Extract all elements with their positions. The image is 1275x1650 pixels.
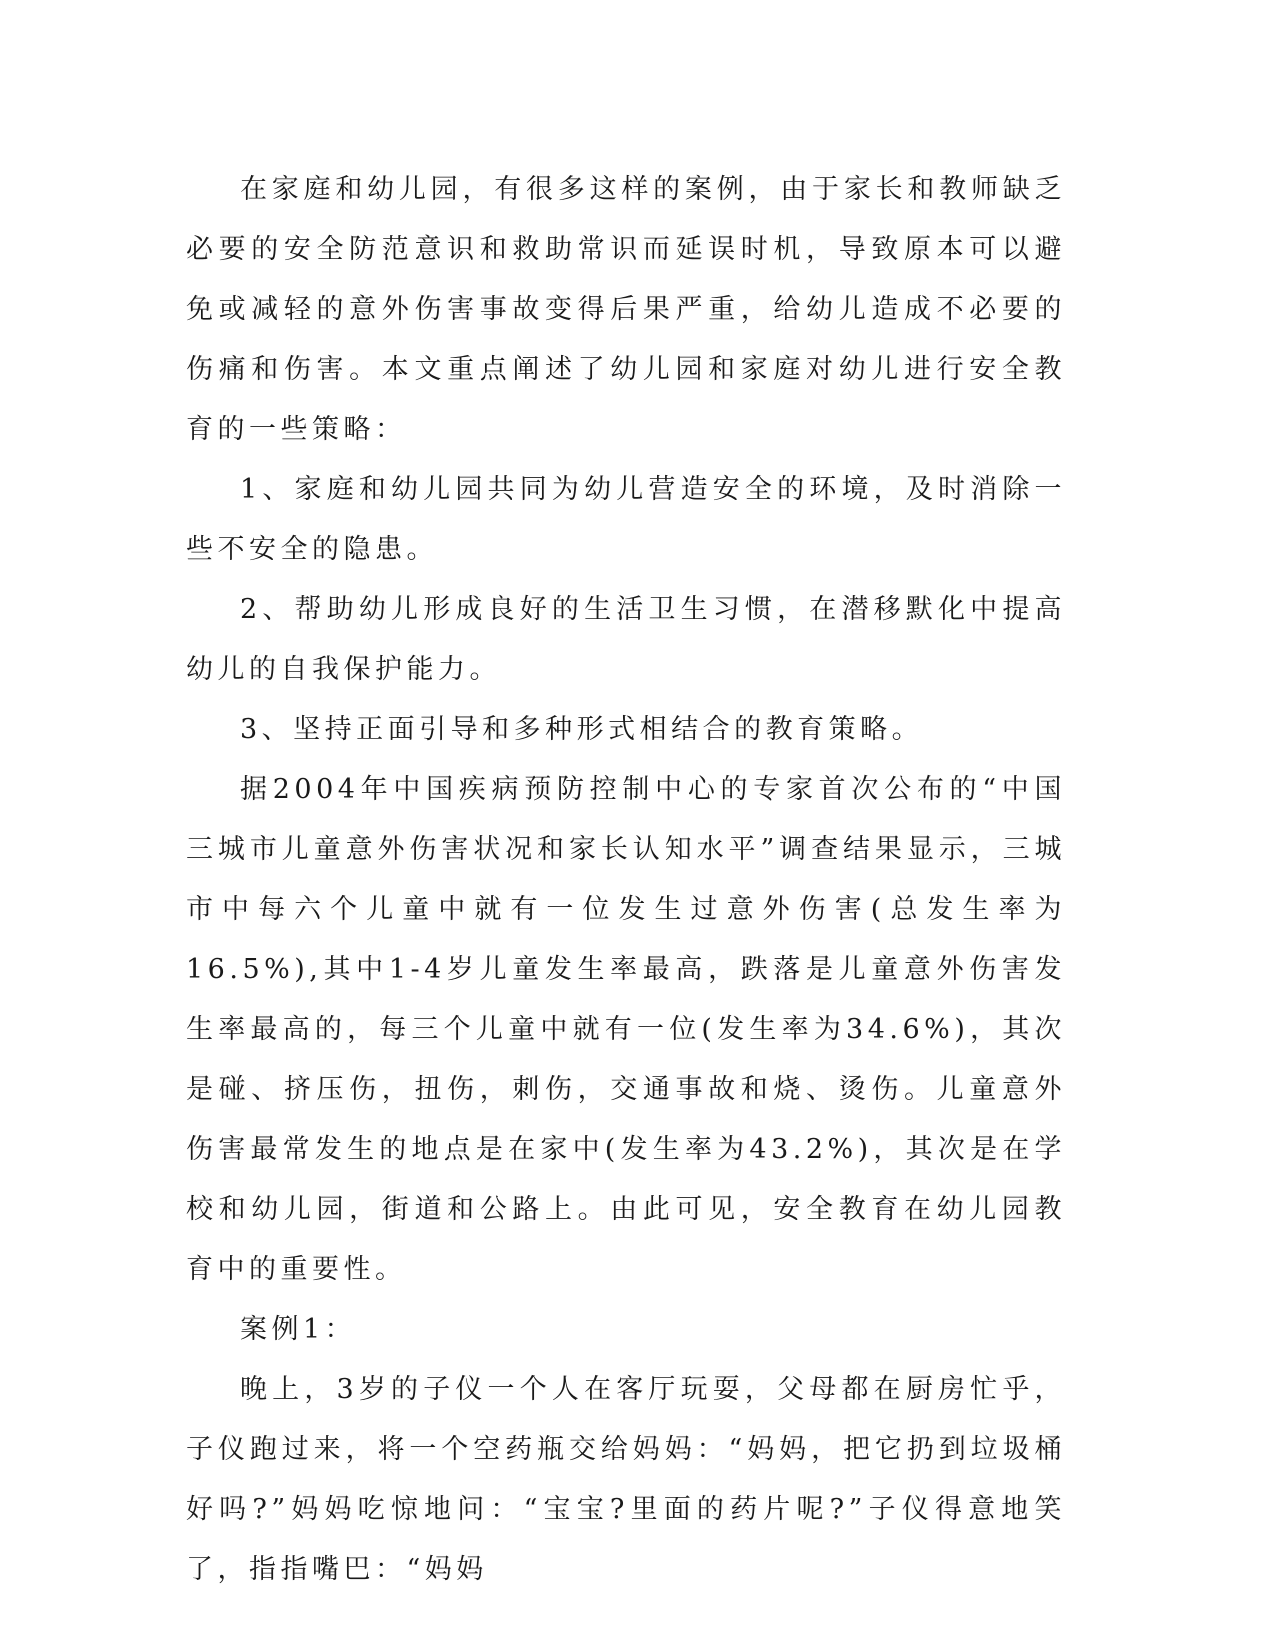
paragraph-intro: 在家庭和幼儿园，有很多这样的案例，由于家长和教师缺乏必要的安全防范意识和救助常识而延误时机，导致原本可以避免或减轻的意外伤害事故变得后果严重，给幼儿造成不必要的伤痛和伤害。本文重点阐述了幼儿园和家庭对幼儿进行安全教育的一些策略： xyxy=(186,174,1066,445)
paragraph-strategy-1: 1、家庭和幼儿园共同为幼儿营造安全的环境，及时消除一些不安全的隐患。 xyxy=(186,474,1066,565)
paragraph-statistics: 据2004年中国疾病预防控制中心的专家首次公布的“中国三城市儿童意外伤害状况和家长认知水平”调查结果显示，三城市中每六个儿童中就有一位发生过意外伤害(总发生率为16.5%),其中1-4岁儿童发生率最高，跌落是儿童意外伤害发生率最高的，每三个儿童中就有一位(发生率为34.6%)，其次是碰、挤压伤，扭伤，刺伤，交通事故和烧、烫伤。儿童意外伤害最常发生的地点是在家中(发生率为43.2%)，其次是在学校和幼儿园，街道和公路上。由此可见，安全教育在幼儿园教育中的重要性。 xyxy=(186,774,1066,1285)
body-text xyxy=(186,160,1066,1600)
paragraph-strategy-3: 3、坚持正面引导和多种形式相结合的教育策略。 xyxy=(240,714,924,745)
paragraph-case-1: 晚上，3岁的子仪一个人在客厅玩耍，父母都在厨房忙乎，子仪跑过来，将一个空药瓶交给妈妈：“妈妈，把它扔到垃圾桶好吗?”妈妈吃惊地问：“宝宝?里面的药片呢?”子仪得意地笑了，指指嘴巴：“妈妈 xyxy=(186,1374,1066,1585)
paragraph-strategy-2: 2、帮助幼儿形成良好的生活卫生习惯，在潜移默化中提高幼儿的自我保护能力。 xyxy=(186,594,1066,685)
paragraph-case-heading: 案例1： xyxy=(240,1314,357,1345)
